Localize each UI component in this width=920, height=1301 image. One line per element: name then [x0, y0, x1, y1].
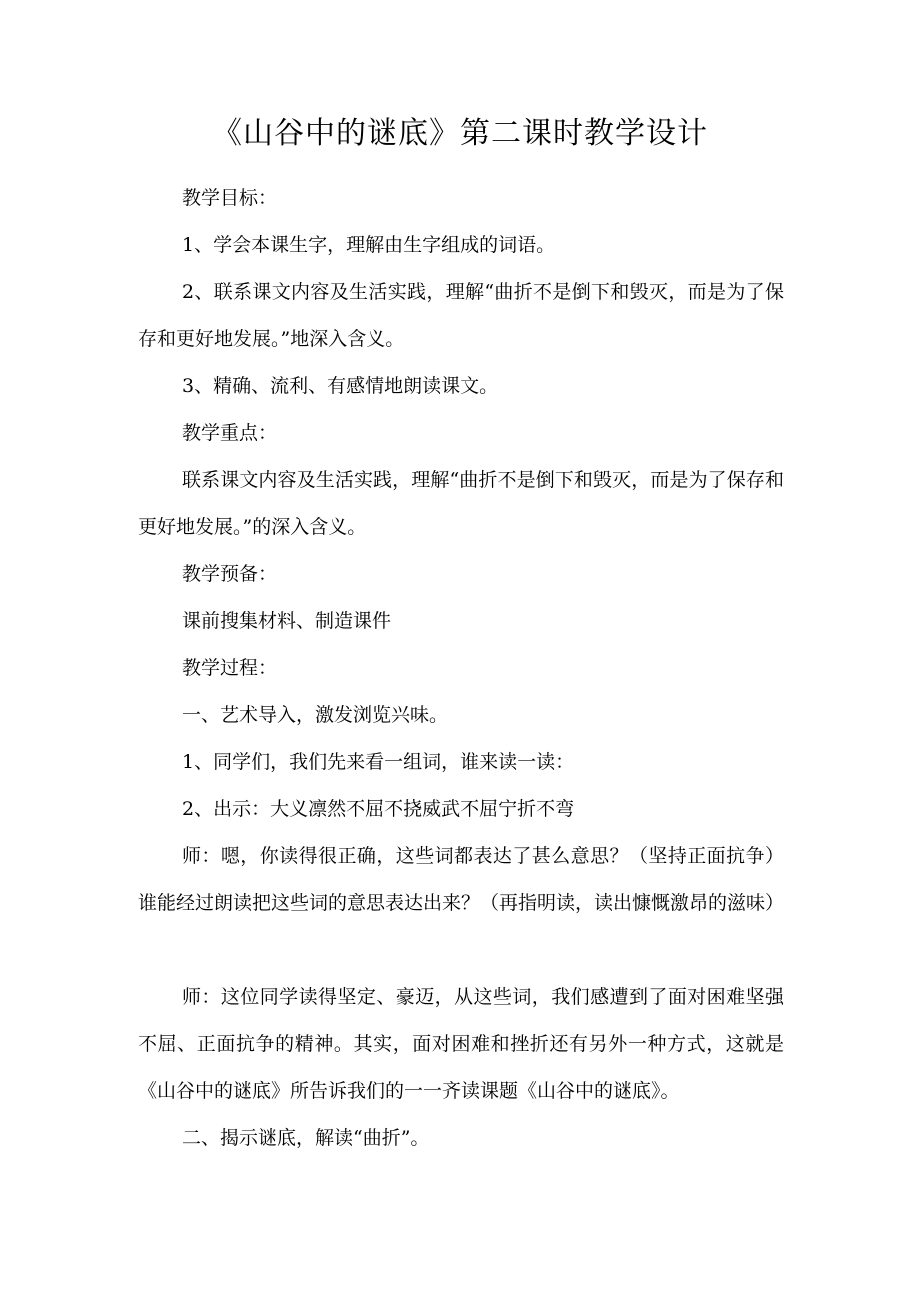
key-points-text: 联系课文内容及生活实践，理解“曲折不是倒下和毁灭，而是为了保存和更好地发展。”的深入含义。: [138, 469, 784, 538]
teacher-dialogue-2: 师：这位同学读得坚定、豪迈，从这些词，我们感遭到了面对困难坚强不屈、正面抗争的精神。其实，面对困难和挫折还有另外一种方式，这就是《山谷中的谜底》所告诉我们的一一齐读课题《山谷中的谜底》。: [138, 986, 784, 1102]
teacher-dialogue-1: 师：嗯，你读得很正确，这些词都表达了甚么意思？（坚持正面抗争）谁能经过朗读把这些词的意思表达出来？（再指明读，读出慷慨激昂的滋味）: [138, 845, 785, 914]
process-step-1-heading: 一、艺术导入，激发浏览兴味。: [182, 704, 449, 726]
objective-item-1: 1、学会本课生字，理解由生字组成的词语。: [182, 234, 556, 256]
section-heading-key-points: 教学重点：: [182, 422, 278, 444]
objective-item-3: 3、精确、流利、有感情地朗读课文。: [182, 375, 499, 397]
section-heading-preparation: 教学预备：: [182, 563, 278, 585]
section-heading-objectives: 教学目标：: [182, 187, 278, 209]
objective-item-2: 2、联系课文内容及生活实践，理解“曲折不是倒下和毁灭，而是为了保存和更好地发展。”地深入含义。: [138, 281, 784, 350]
document-title: 《山谷中的谜底》第二课时教学设计: [212, 116, 708, 151]
process-step-1-item-1: 1、同学们，我们先来看一组词，谁来读一读：: [182, 751, 575, 773]
section-heading-process: 教学过程：: [182, 657, 278, 679]
process-step-2-heading: 二、揭示谜底，解读“曲折”。: [182, 1127, 430, 1149]
process-step-1-item-2: 2、出示：大义凛然不屈不挠威武不屈宁折不弯: [182, 798, 575, 820]
preparation-text: 课前搜集材料、制造课件: [182, 610, 392, 632]
